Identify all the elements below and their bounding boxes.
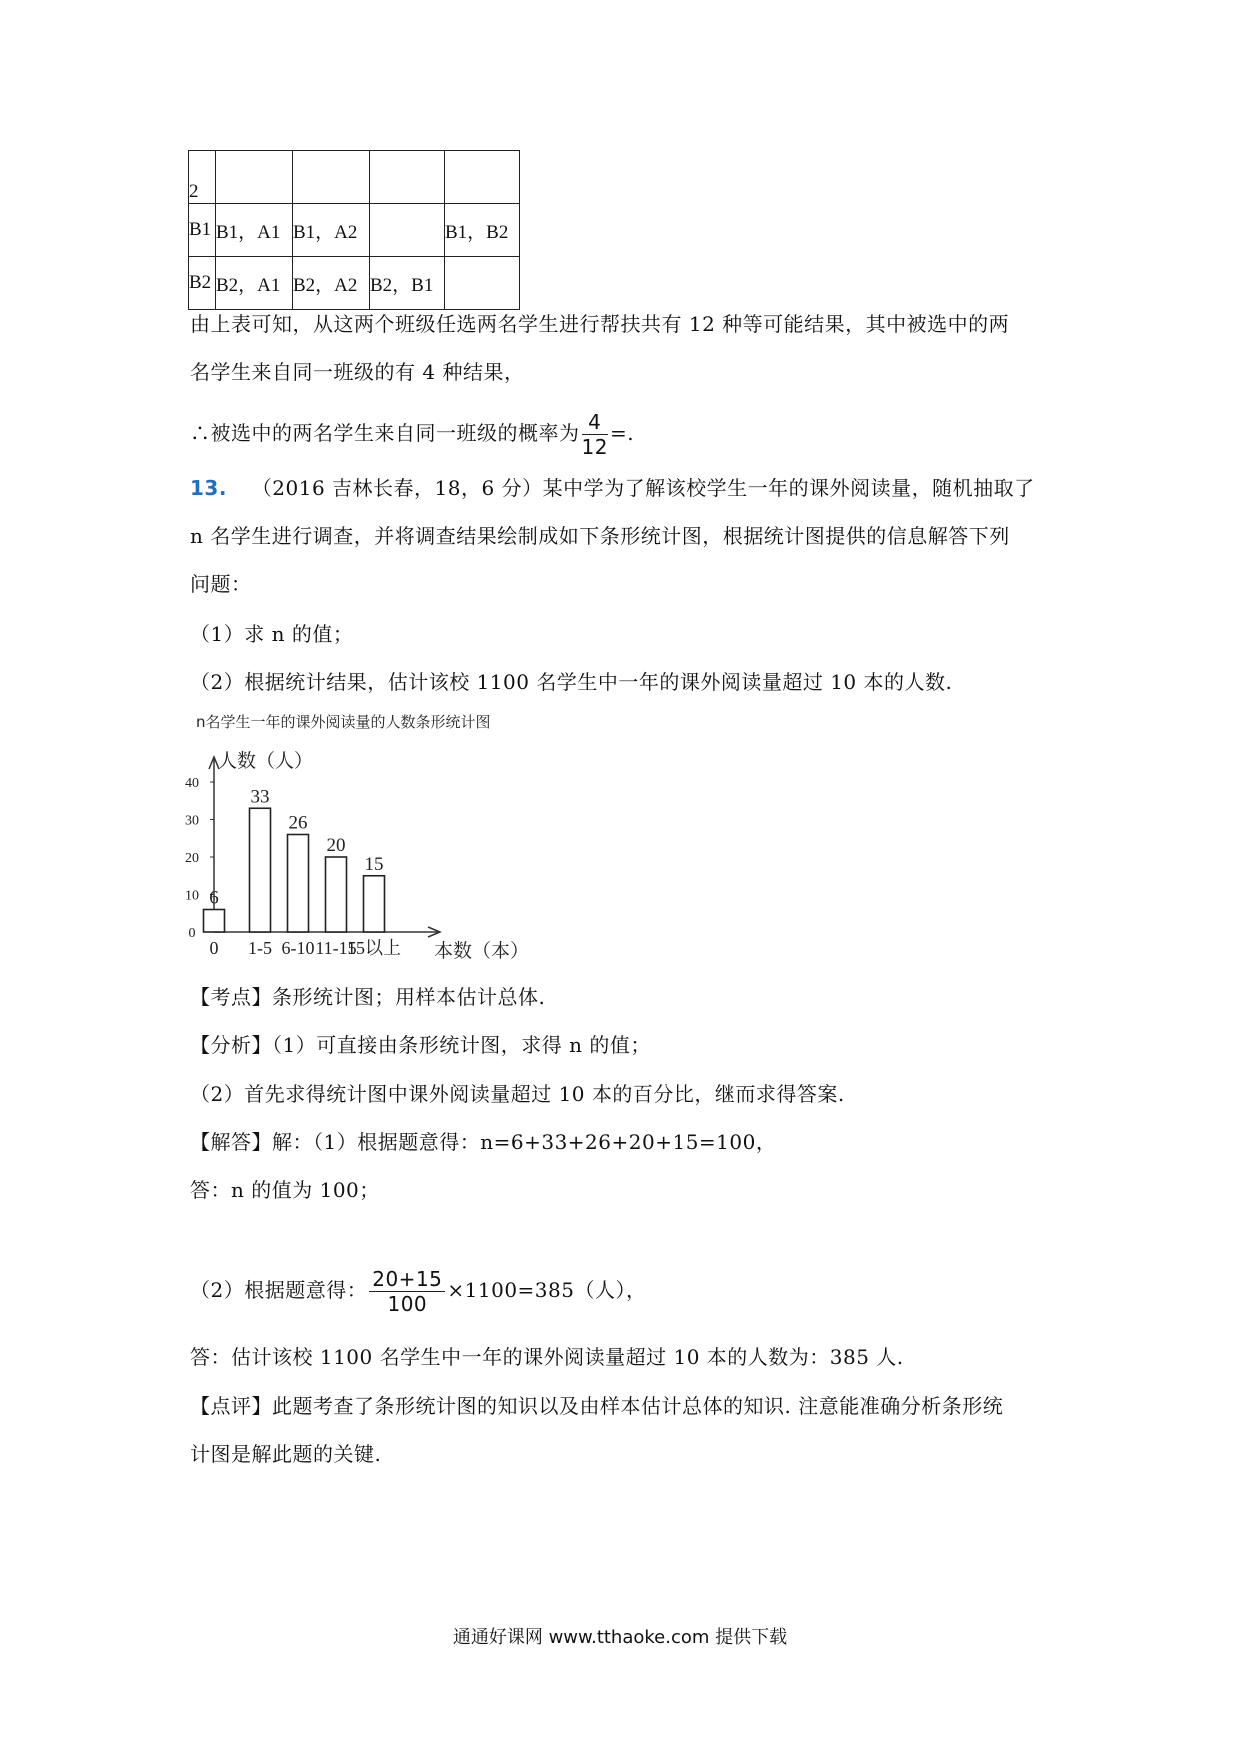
table-cell: 2	[189, 151, 216, 204]
table-row	[189, 257, 520, 310]
bar-chart	[178, 705, 598, 970]
question-text: （2016 吉林长春，18，6 分）某中学为了解该校学生一年的课外阅读量，随机抽取了	[251, 476, 1035, 500]
jieda-line-3	[190, 1262, 646, 1318]
x-category-label: 11-15	[315, 938, 357, 958]
table-cell: B2，B1	[370, 257, 445, 310]
conclusion-line-3	[190, 408, 634, 459]
fraction-numerator: 20+15	[369, 1267, 445, 1292]
bar	[326, 857, 347, 932]
y-tick-label: 20	[185, 851, 199, 866]
question-number: 13.	[190, 476, 227, 500]
table-row	[189, 204, 520, 257]
dianping-line-2: 计图是解此题的关键.	[190, 1442, 382, 1466]
table-cell	[370, 204, 445, 257]
x-axis-label: 本数（本）	[434, 940, 530, 962]
bar	[364, 876, 385, 932]
table-cell: B2	[189, 257, 216, 310]
table-cell: B1，B2	[445, 204, 520, 257]
bar-value-label: 15	[364, 853, 384, 875]
question-line-1	[190, 474, 1035, 502]
outcome-table	[188, 150, 520, 310]
fenxi-line-1: 【分析】（1）可直接由条形统计图，求得 n 的值；	[190, 1033, 651, 1057]
table-cell	[370, 151, 445, 204]
fraction-denominator: 12	[581, 435, 608, 459]
fenxi-line-2: （2）首先求得统计图中课外阅读量超过 10 本的百分比，继而求得答案.	[190, 1082, 845, 1106]
question-line-2: n 名学生进行调查，并将调查结果绘制成如下条形统计图，根据统计图提供的信息解答下列	[190, 524, 1010, 548]
chart-title: n名学生一年的课外阅读量的人数条形统计图	[196, 713, 491, 731]
probability-fraction	[582, 410, 608, 459]
x-category-label: 15以上	[347, 938, 401, 958]
table-row	[189, 151, 520, 204]
bar	[250, 808, 271, 932]
table-cell	[216, 151, 293, 204]
y-tick-label: 0	[188, 926, 196, 941]
x-category-label: 6-10	[281, 938, 315, 958]
conclusion-text: ∴被选中的两名学生来自同一班级的概率为	[190, 421, 580, 445]
table-cell: B1，A2	[293, 204, 370, 257]
bar-value-label: 26	[288, 812, 308, 834]
table-cell	[445, 151, 520, 204]
table-cell	[445, 257, 520, 310]
table-cell: B2，A2	[293, 257, 370, 310]
table-cell: B1	[189, 204, 216, 257]
jieda-text: （2）根据题意得：	[190, 1278, 368, 1302]
jieda-line-1: 【解答】解：（1）根据题意得：n=6+33+26+20+15=100，	[190, 1130, 777, 1154]
question-line-3: 问题：	[190, 572, 252, 596]
kaodian-line: 【考点】条形统计图；用样本估计总体.	[190, 985, 546, 1009]
fraction-numerator: 4	[582, 410, 608, 435]
y-tick-label: 40	[185, 776, 199, 791]
bar-value-label: 6	[209, 887, 219, 909]
jieda-line-4: 答：估计该校 1100 名学生中一年的课外阅读量超过 10 本的人数为：385 人.	[190, 1345, 904, 1369]
table-cell: B1，A1	[216, 204, 293, 257]
dianping-line-1: 【点评】此题考查了条形统计图的知识以及由样本估计总体的知识. 注意能准确分析条形统	[190, 1394, 1004, 1418]
bar-value-label: 20	[326, 835, 346, 856]
jieda-line-2: 答：n 的值为 100；	[190, 1178, 380, 1202]
bar	[288, 835, 309, 933]
x-category-label: 1-5	[248, 938, 272, 958]
jieda-suffix: ×1100=385（人），	[447, 1278, 647, 1302]
table-cell	[293, 151, 370, 204]
table-cell: B2，A1	[216, 257, 293, 310]
conclusion-suffix: =.	[609, 421, 635, 445]
footer-text: 通通好课网 www.tthaoke.com 提供下载	[452, 1627, 788, 1648]
y-axis-label: 人数（人）	[218, 750, 314, 772]
fraction-denominator: 100	[387, 1292, 428, 1316]
bar	[204, 910, 225, 933]
conclusion-line-2: 名学生来自同一班级的有 4 种结果，	[190, 360, 525, 384]
y-tick-label: 10	[185, 888, 199, 904]
calc-fraction	[369, 1267, 445, 1316]
question-part-1: （1）求 n 的值；	[190, 622, 354, 646]
conclusion-line-1: 由上表可知，从这两个班级任选两名学生进行帮扶共有 12 种等可能结果，其中被选中的两	[190, 312, 1010, 336]
bar-value-label: 33	[250, 786, 270, 808]
y-tick-label: 30	[185, 813, 199, 829]
question-part-2: （2）根据统计结果，估计该校 1100 名学生中一年的课外阅读量超过 10 本的人数.	[190, 670, 953, 694]
x-category-label: 0	[209, 938, 219, 958]
